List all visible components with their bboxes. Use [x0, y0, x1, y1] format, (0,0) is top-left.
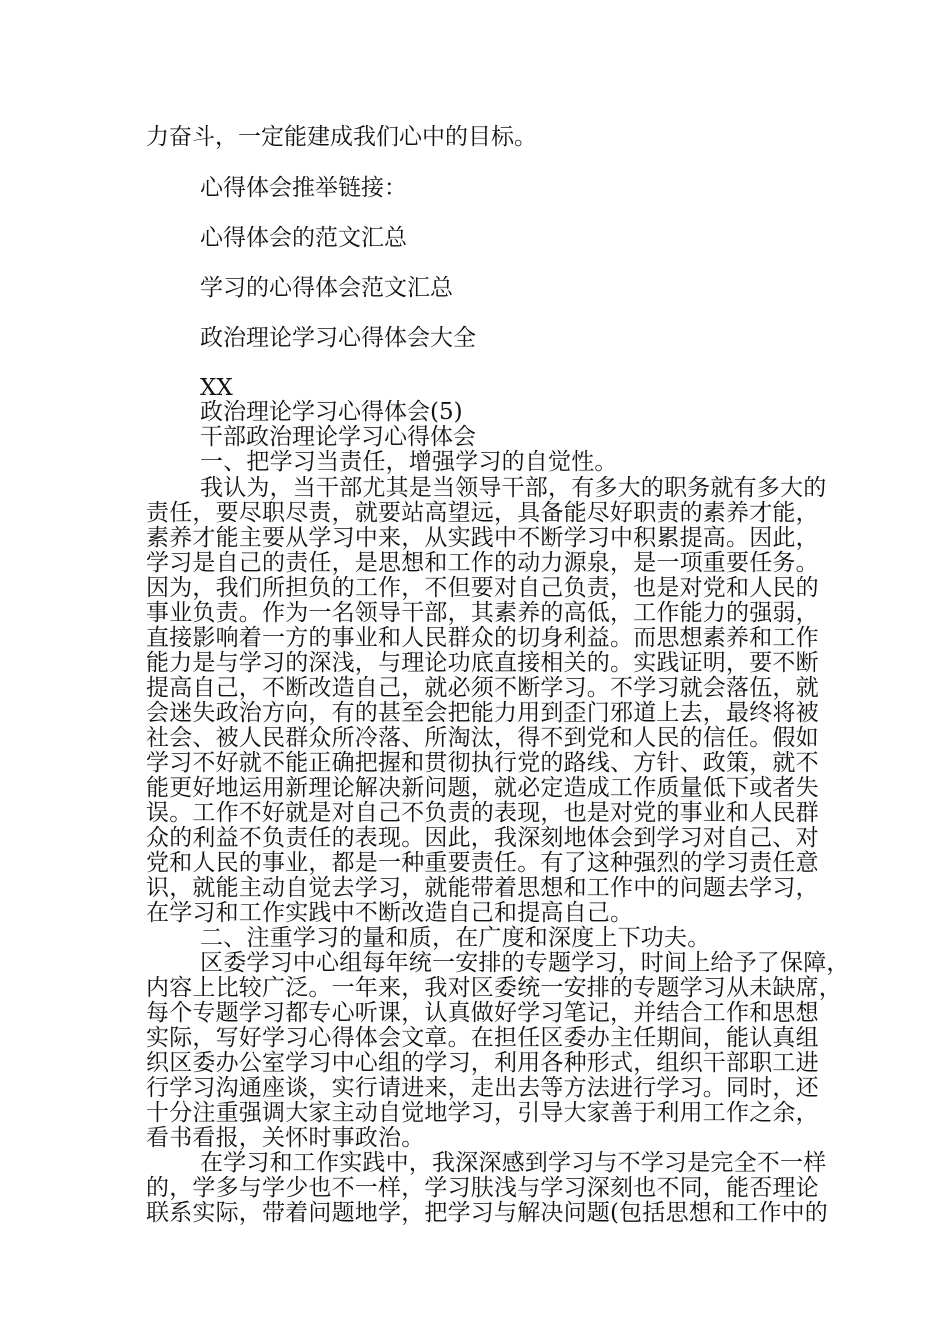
paragraph-line: 每个专题学习都专心听课，认真做好学习笔记，并结合工作和思想	[146, 1000, 819, 1026]
paragraph-line: 内容上比较广泛。一年来，我对区委统一安排的专题学习从未缺席，	[146, 975, 842, 1001]
series-title: 政治理论学习心得体会(5)	[200, 399, 463, 425]
paragraph-line: 直接影响着一方的事业和人民群众的切身利益。而思想素养和工作	[146, 625, 819, 651]
link-item[interactable]: 学习的心得体会范文汇总	[200, 275, 453, 301]
paragraph-line: 提高自己，不断改造自己，就必须不断学习。不学习就会落伍，就	[146, 675, 819, 701]
paragraph-line: 因为，我们所担负的工作，不但要对自己负责，也是对党和人民的	[146, 575, 819, 601]
paragraph-line: 会迷失政治方向，有的甚至会把能力用到歪门邪道上去，最终将被	[146, 700, 819, 726]
links-heading: 心得体会推举链接：	[200, 175, 407, 201]
paragraph-line: 十分注重强调大家主动自觉地学习，引导大家善于利用工作之余，	[146, 1100, 819, 1126]
closing-line: 力奋斗，一定能建成我们心中的目标。	[146, 124, 537, 150]
paragraph-line: 的，学多与学少也不一样，学习肤浅与学习深刻也不同，能否理论	[146, 1175, 819, 1201]
article-title: 干部政治理论学习心得体会	[200, 424, 476, 450]
link-item[interactable]: 政治理论学习心得体会大全	[200, 325, 476, 351]
paragraph-line: 我认为，当干部尤其是当领导干部，有多大的职务就有多大的	[200, 475, 827, 501]
paragraph-line: 实际，写好学习心得体会文章。在担任区委办主任期间，能认真组	[146, 1025, 819, 1051]
paragraph-line: 误。工作不好就是对自己不负责的表现，也是对党的事业和人民群	[146, 800, 819, 826]
paragraph-line: 行学习沟通座谈，实行请进来，走出去等方法进行学习。同时，还	[146, 1075, 819, 1101]
paragraph-line: 责任，要尽职尽责，就要站高望远，具备能尽好职责的素养才能，	[146, 500, 819, 526]
paragraph-line: 众的利益不负责任的表现。因此，我深刻地体会到学习对自己、对	[146, 825, 819, 851]
paragraph-line: 织区委办公室学习中心组的学习，利用各种形式，组织干部职工进	[146, 1050, 819, 1076]
section-heading: 二、注重学习的量和质，在广度和深度上下功夫。	[200, 925, 711, 951]
paragraph-line: 区委学习中心组每年统一安排的专题学习，时间上给予了保障，	[200, 950, 850, 976]
paragraph-line: 事业负责。作为一名领导干部，其素养的高低，工作能力的强弱，	[146, 600, 819, 626]
link-item[interactable]: 心得体会的范文汇总	[200, 225, 407, 251]
paragraph-line: 能力是与学习的深浅，与理论功底直接相关的。实践证明，要不断	[146, 650, 819, 676]
paragraph-line: 社会、被人民群众所冷落、所淘汰，得不到党和人民的信任。假如	[146, 725, 819, 751]
section-heading: 一、把学习当责任，增强学习的自觉性。	[200, 449, 618, 475]
paragraph-line: 联系实际，带着问题地学，把学习与解决问题(包括思想和工作中的	[146, 1200, 828, 1226]
paragraph-line: 学习是自己的责任，是思想和工作的动力源泉，是一项重要任务。	[146, 550, 819, 576]
paragraph-line: 在学习和工作实践中不断改造自己和提高自己。	[146, 900, 634, 926]
paragraph-line: 学习不好就不能正确把握和贯彻执行党的路线、方针、政策，就不	[146, 750, 819, 776]
paragraph-line: 在学习和工作实践中，我深深感到学习与不学习是完全不一样	[200, 1150, 827, 1176]
xx-marker: XX	[200, 375, 233, 401]
paragraph-line: 看书看报，关怀时事政治。	[146, 1125, 425, 1151]
paragraph-line: 能更好地运用新理论解决新问题，就必定造成工作质量低下或者失	[146, 775, 819, 801]
paragraph-line: 党和人民的事业，都是一种重要责任。有了这种强烈的学习责任意	[146, 850, 819, 876]
paragraph-line: 素养才能主要从学习中来，从实践中不断学习中积累提高。因此，	[146, 525, 819, 551]
paragraph-line: 识，就能主动自觉去学习，就能带着思想和工作中的问题去学习，	[146, 875, 819, 901]
